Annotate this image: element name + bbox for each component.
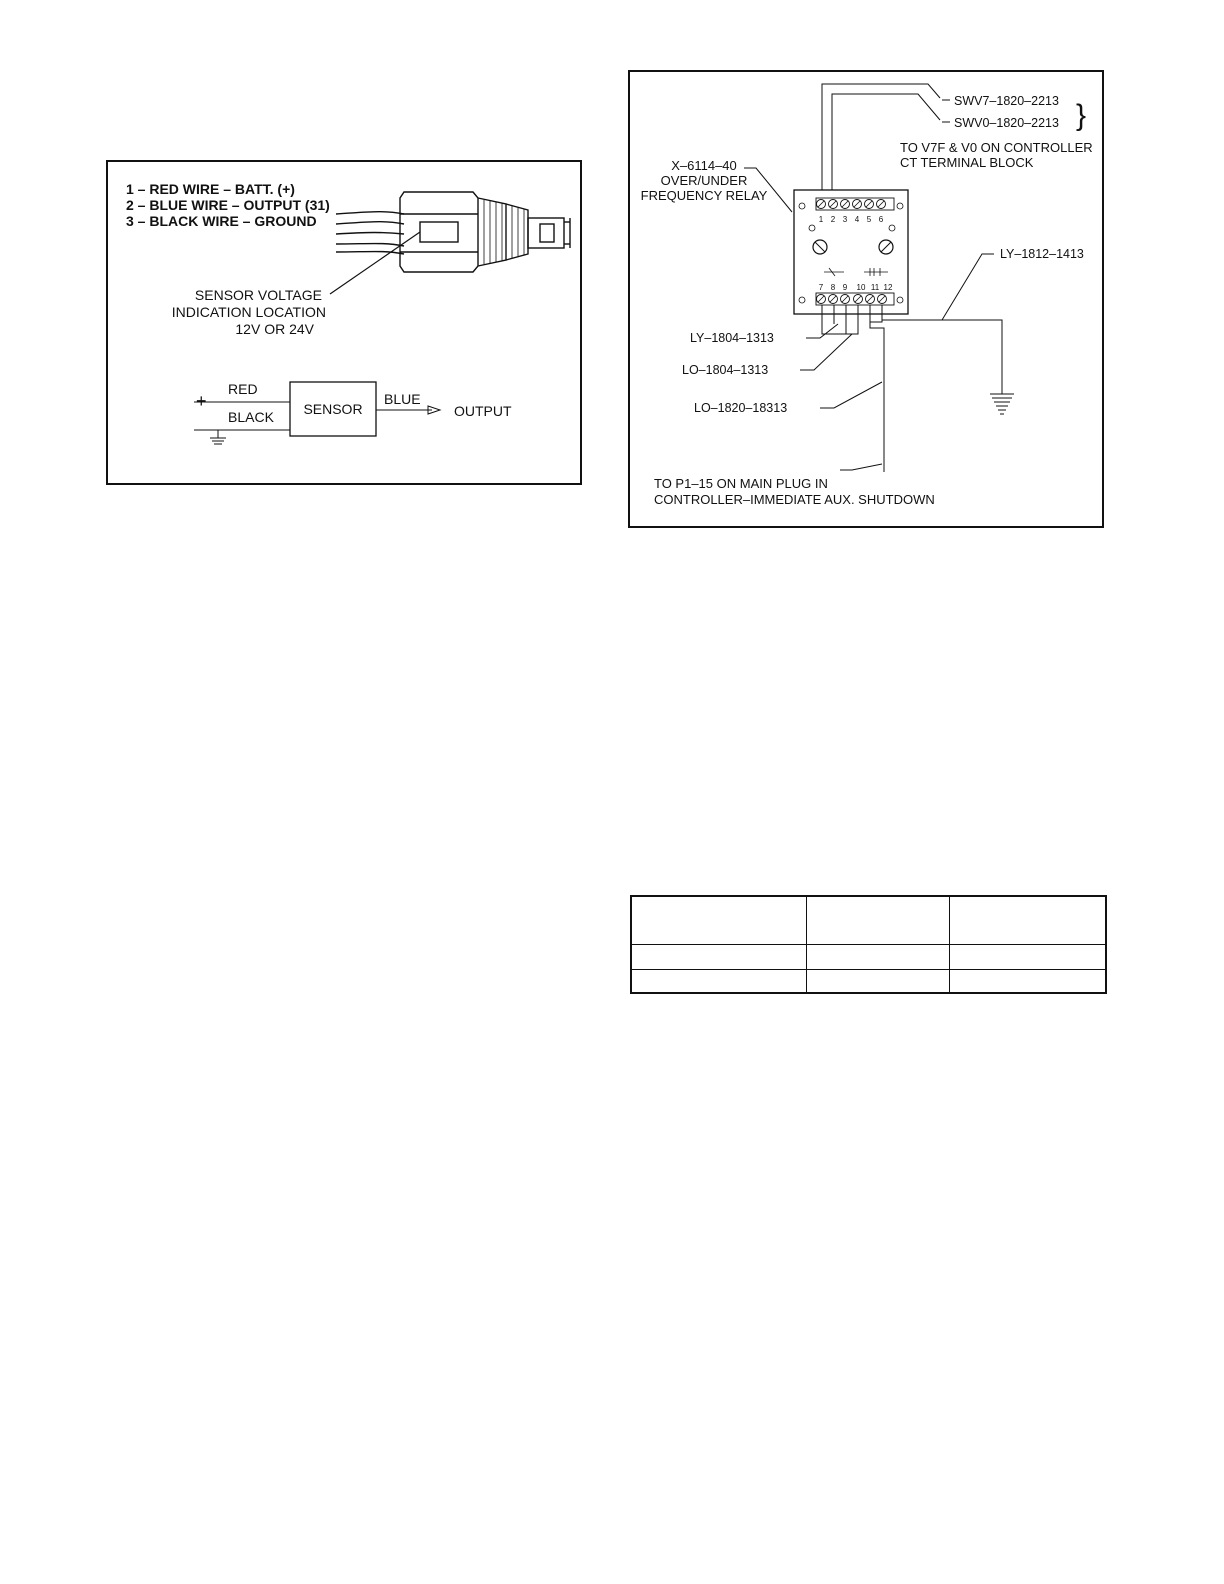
wire-swv7: SWV7–1820–2213 [954,94,1059,108]
wire-lo1804: LO–1804–1313 [682,363,769,377]
brace: } [1076,99,1087,132]
callout-line-2: INDICATION LOCATION [171,304,326,320]
terminal-9: 9 [842,283,848,292]
table-row [631,944,1106,969]
ground-symbol [210,430,226,444]
sensor-illustration [336,192,570,272]
dest-top-line-1: TO V7F & V0 ON CONTROLLER [900,140,1093,155]
terminal-1: 1 [818,215,824,224]
table-cell [807,944,950,969]
output-label: OUTPUT [454,403,512,419]
table-cell [631,896,807,944]
red-label: RED [228,381,258,397]
bottom-terminal-screws [817,295,887,304]
terminal-2: 2 [830,215,836,224]
relay-label-line-3: FREQUENCY RELAY [640,188,768,203]
terminal-8: 8 [830,283,836,292]
terminal-7: 7 [818,283,824,292]
ground-symbol [990,394,1014,414]
terminal-6: 6 [878,215,884,224]
legend-line-3: 3 – BLACK WIRE – GROUND [126,213,317,229]
callout-line-3: 12V OR 24V [235,321,314,337]
terminal-12: 12 [883,283,893,292]
terminal-10: 10 [856,283,866,292]
sensor-diagram [108,162,580,483]
terminal-5: 5 [866,215,872,224]
legend-line-1: 1 – RED WIRE – BATT. (+) [126,181,295,197]
relay-diagram [630,72,1102,526]
dest-bottom-line-1: TO P1–15 ON MAIN PLUG IN [654,476,828,491]
table-cell [631,969,807,993]
legend-line-2: 2 – BLUE WIRE – OUTPUT (31) [126,197,330,213]
relay-label-line-2: OVER/UNDER [660,173,748,188]
table-cell [631,944,807,969]
relay-figure [628,70,1104,528]
wire-ly1804: LY–1804–1313 [690,331,774,345]
wire-ly1812: LY–1812–1413 [1000,247,1084,261]
black-label: BLACK [228,409,274,425]
sensor-figure [106,160,582,485]
plus-sign: + [196,391,207,411]
sensor-schematic [194,381,512,444]
dest-top-line-2: CT TERMINAL BLOCK [900,155,1034,170]
blue-label: BLUE [384,391,421,407]
empty-table [630,895,1107,994]
wire-leaders [800,254,994,470]
table-cell [807,969,950,993]
dest-bottom-line-2: CONTROLLER–IMMEDIATE AUX. SHUTDOWN [654,492,935,507]
terminal-11: 11 [870,283,880,292]
table-cell [950,896,1107,944]
callout-line-1: SENSOR VOLTAGE [194,287,322,303]
relay-body [794,190,908,314]
top-wires [822,84,950,190]
top-terminal-screws [817,200,886,209]
table-cell [950,969,1107,993]
callout-leader [330,232,420,294]
relay-label-line-1: X–6114–40 [671,158,737,173]
wire-lo1820: LO–1820–18313 [694,401,788,415]
table-cell [807,896,950,944]
sensor-block-label: SENSOR [303,401,363,417]
table-cell [950,944,1107,969]
wire-swv0: SWV0–1820–2213 [954,116,1059,130]
table-row [631,896,1106,944]
terminal-3: 3 [842,215,848,224]
bottom-wires [822,305,1002,472]
table-row [631,969,1106,993]
terminal-4: 4 [854,215,860,224]
